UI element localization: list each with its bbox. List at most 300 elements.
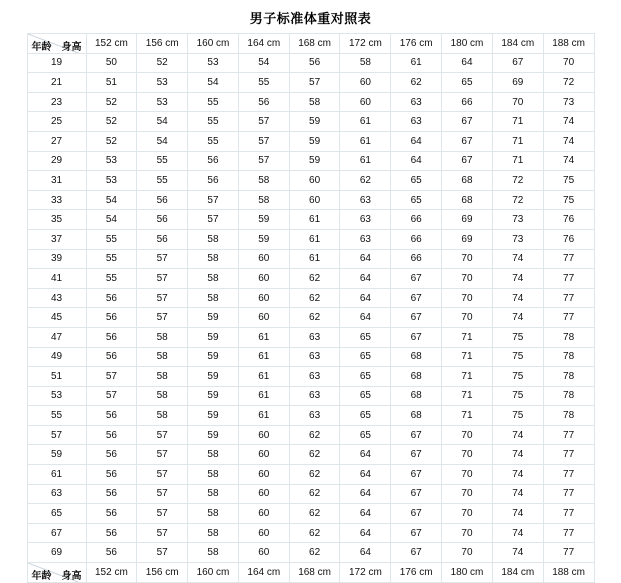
row-age-cell: 27 xyxy=(27,131,86,151)
weight-cell: 67 xyxy=(391,465,442,485)
weight-cell: 70 xyxy=(442,288,493,308)
weight-cell: 77 xyxy=(543,523,594,543)
weight-cell: 71 xyxy=(442,347,493,367)
weight-cell: 61 xyxy=(289,210,340,230)
weight-cell: 77 xyxy=(543,484,594,504)
weight-cell: 58 xyxy=(137,386,188,406)
weight-cell: 58 xyxy=(238,171,289,191)
weight-cell: 74 xyxy=(492,269,543,289)
row-age-cell: 51 xyxy=(27,367,86,387)
weight-cell: 64 xyxy=(340,288,391,308)
weight-cell: 65 xyxy=(340,367,391,387)
table-row xyxy=(27,151,594,171)
weight-cell: 58 xyxy=(188,523,239,543)
weight-cell: 56 xyxy=(238,92,289,112)
weight-cell: 74 xyxy=(492,288,543,308)
weight-cell: 61 xyxy=(289,229,340,249)
weight-cell: 68 xyxy=(391,367,442,387)
row-age-cell: 41 xyxy=(27,269,86,289)
table-row xyxy=(27,269,594,289)
weight-cell: 55 xyxy=(188,131,239,151)
weight-cell: 68 xyxy=(391,406,442,426)
row-age-cell: 29 xyxy=(27,151,86,171)
weight-cell: 78 xyxy=(543,347,594,367)
weight-cell: 62 xyxy=(289,308,340,328)
weight-cell: 54 xyxy=(188,73,239,93)
weight-cell: 58 xyxy=(188,504,239,524)
weight-cell: 67 xyxy=(442,131,493,151)
weight-cell: 54 xyxy=(137,131,188,151)
weight-cell: 59 xyxy=(188,386,239,406)
weight-cell: 71 xyxy=(442,406,493,426)
weight-cell: 57 xyxy=(86,386,137,406)
weight-cell: 66 xyxy=(442,92,493,112)
row-age-cell: 23 xyxy=(27,92,86,112)
weight-cell: 70 xyxy=(492,92,543,112)
weight-cell: 65 xyxy=(340,406,391,426)
weight-cell: 53 xyxy=(188,53,239,73)
weight-cell: 60 xyxy=(340,73,391,93)
weight-cell: 77 xyxy=(543,288,594,308)
weight-cell: 58 xyxy=(137,367,188,387)
weight-cell: 61 xyxy=(238,347,289,367)
weight-cell: 54 xyxy=(86,210,137,230)
column-header: 168 cm xyxy=(289,34,340,54)
weight-cell: 54 xyxy=(86,190,137,210)
weight-cell: 55 xyxy=(188,92,239,112)
weight-cell: 67 xyxy=(442,112,493,132)
weight-cell: 62 xyxy=(391,73,442,93)
weight-cell: 57 xyxy=(289,73,340,93)
weight-cell: 74 xyxy=(543,112,594,132)
weight-cell: 55 xyxy=(86,269,137,289)
corner-header-cell xyxy=(27,34,86,54)
weight-cell: 74 xyxy=(543,131,594,151)
column-header: 172 cm xyxy=(340,34,391,54)
weight-cell: 57 xyxy=(137,249,188,269)
table-row xyxy=(27,406,594,426)
weight-cell: 61 xyxy=(340,112,391,132)
page-title: 男子标准体重对照表 xyxy=(249,11,372,26)
column-footer: 160 cm xyxy=(188,563,239,583)
weight-cell: 71 xyxy=(442,367,493,387)
corner-height-label: 身高 xyxy=(61,42,82,53)
weight-cell: 56 xyxy=(86,504,137,524)
weight-cell: 57 xyxy=(137,425,188,445)
table-row xyxy=(27,504,594,524)
weight-cell: 67 xyxy=(442,151,493,171)
column-header: 164 cm xyxy=(238,34,289,54)
row-age-cell: 49 xyxy=(27,347,86,367)
weight-cell: 63 xyxy=(391,112,442,132)
row-age-cell: 65 xyxy=(27,504,86,524)
row-age-cell: 45 xyxy=(27,308,86,328)
weight-cell: 56 xyxy=(137,229,188,249)
table-row xyxy=(27,367,594,387)
weight-cell: 71 xyxy=(442,327,493,347)
column-footer: 188 cm xyxy=(543,563,594,583)
row-age-cell: 69 xyxy=(27,543,86,563)
weight-cell: 56 xyxy=(188,151,239,171)
weight-cell: 74 xyxy=(492,465,543,485)
column-header: 184 cm xyxy=(492,34,543,54)
weight-cell: 55 xyxy=(86,249,137,269)
row-age-cell: 53 xyxy=(27,386,86,406)
table-row xyxy=(27,484,594,504)
weight-cell: 74 xyxy=(492,445,543,465)
weight-cell: 59 xyxy=(238,229,289,249)
row-age-cell: 19 xyxy=(27,53,86,73)
weight-cell: 71 xyxy=(442,386,493,406)
weight-cell: 62 xyxy=(289,523,340,543)
corner-height-label: 身高 xyxy=(61,571,82,583)
column-footer: 152 cm xyxy=(86,563,137,583)
weight-cell: 78 xyxy=(543,386,594,406)
table-row xyxy=(27,249,594,269)
weight-cell: 51 xyxy=(86,73,137,93)
corner-age-label: 年龄 xyxy=(31,42,52,53)
table-row xyxy=(27,92,594,112)
weight-cell: 75 xyxy=(543,171,594,191)
table-row xyxy=(27,386,594,406)
weight-cell: 61 xyxy=(238,367,289,387)
weight-cell: 73 xyxy=(543,92,594,112)
weight-cell: 56 xyxy=(86,406,137,426)
weight-cell: 74 xyxy=(492,308,543,328)
weight-cell: 76 xyxy=(543,210,594,230)
weight-cell: 75 xyxy=(492,386,543,406)
weight-cell: 70 xyxy=(442,308,493,328)
table-row xyxy=(27,73,594,93)
weight-cell: 58 xyxy=(188,484,239,504)
row-age-cell: 25 xyxy=(27,112,86,132)
weight-cell: 66 xyxy=(391,210,442,230)
weight-cell: 65 xyxy=(340,386,391,406)
weight-cell: 55 xyxy=(86,229,137,249)
weight-cell: 71 xyxy=(492,151,543,171)
weight-cell: 65 xyxy=(340,425,391,445)
weight-cell: 58 xyxy=(188,445,239,465)
weight-cell: 78 xyxy=(543,327,594,347)
weight-cell: 56 xyxy=(86,523,137,543)
weight-cell: 57 xyxy=(137,543,188,563)
weight-cell: 57 xyxy=(238,112,289,132)
weight-cell: 57 xyxy=(137,465,188,485)
weight-cell: 62 xyxy=(289,543,340,563)
column-header: 160 cm xyxy=(188,34,239,54)
weight-cell: 75 xyxy=(492,327,543,347)
weight-cell: 60 xyxy=(289,171,340,191)
weight-cell: 61 xyxy=(289,249,340,269)
weight-cell: 55 xyxy=(188,112,239,132)
weight-cell: 68 xyxy=(442,190,493,210)
weight-cell: 58 xyxy=(137,406,188,426)
weight-cell: 70 xyxy=(442,445,493,465)
weight-cell: 56 xyxy=(86,484,137,504)
weight-cell: 67 xyxy=(391,308,442,328)
weight-cell: 57 xyxy=(137,269,188,289)
weight-cell: 67 xyxy=(391,425,442,445)
weight-cell: 64 xyxy=(340,504,391,524)
weight-cell: 67 xyxy=(391,484,442,504)
weight-cell: 59 xyxy=(289,151,340,171)
weight-cell: 61 xyxy=(238,406,289,426)
header-row-bottom xyxy=(27,563,594,583)
row-age-cell: 57 xyxy=(27,425,86,445)
weight-cell: 53 xyxy=(86,171,137,191)
weight-cell: 65 xyxy=(391,190,442,210)
weight-cell: 64 xyxy=(340,269,391,289)
weight-cell: 59 xyxy=(188,347,239,367)
weight-cell: 56 xyxy=(289,53,340,73)
weight-cell: 60 xyxy=(238,484,289,504)
column-footer: 168 cm xyxy=(289,563,340,583)
weight-cell: 70 xyxy=(442,425,493,445)
row-age-cell: 47 xyxy=(27,327,86,347)
corner-footer-cell xyxy=(27,563,86,583)
weight-cell: 72 xyxy=(543,73,594,93)
weight-cell: 60 xyxy=(238,425,289,445)
weight-cell: 58 xyxy=(137,347,188,367)
column-header: 156 cm xyxy=(137,34,188,54)
weight-cell: 64 xyxy=(340,543,391,563)
weight-cell: 67 xyxy=(391,504,442,524)
weight-cell: 64 xyxy=(340,465,391,485)
table-row xyxy=(27,347,594,367)
weight-cell: 64 xyxy=(391,131,442,151)
row-age-cell: 61 xyxy=(27,465,86,485)
table-body xyxy=(27,53,594,562)
weight-cell: 70 xyxy=(442,504,493,524)
weight-cell: 56 xyxy=(86,543,137,563)
weight-cell: 60 xyxy=(238,288,289,308)
weight-cell: 58 xyxy=(137,327,188,347)
weight-cell: 70 xyxy=(442,249,493,269)
weight-cell: 62 xyxy=(289,288,340,308)
weight-cell: 62 xyxy=(340,171,391,191)
weight-cell: 75 xyxy=(492,347,543,367)
weight-cell: 68 xyxy=(391,347,442,367)
weight-cell: 60 xyxy=(238,269,289,289)
table-row xyxy=(27,210,594,230)
weight-cell: 67 xyxy=(391,288,442,308)
weight-cell: 63 xyxy=(340,229,391,249)
weight-cell: 53 xyxy=(137,92,188,112)
weight-cell: 68 xyxy=(391,386,442,406)
weight-cell: 65 xyxy=(391,171,442,191)
weight-cell: 61 xyxy=(238,327,289,347)
weight-cell: 56 xyxy=(188,171,239,191)
weight-cell: 61 xyxy=(238,386,289,406)
column-footer: 164 cm xyxy=(238,563,289,583)
weight-cell: 58 xyxy=(238,190,289,210)
weight-cell: 78 xyxy=(543,406,594,426)
weight-cell: 60 xyxy=(238,308,289,328)
weight-cell: 60 xyxy=(238,523,289,543)
weight-cell: 61 xyxy=(340,131,391,151)
table-row xyxy=(27,288,594,308)
weight-cell: 77 xyxy=(543,543,594,563)
weight-cell: 69 xyxy=(442,210,493,230)
weight-cell: 56 xyxy=(86,445,137,465)
table-row xyxy=(27,445,594,465)
weight-cell: 52 xyxy=(137,53,188,73)
weight-cell: 62 xyxy=(289,269,340,289)
column-header: 188 cm xyxy=(543,34,594,54)
weight-cell: 56 xyxy=(86,425,137,445)
weight-cell: 66 xyxy=(391,249,442,269)
weight-cell: 64 xyxy=(391,151,442,171)
row-age-cell: 37 xyxy=(27,229,86,249)
weight-cell: 73 xyxy=(492,210,543,230)
weight-cell: 66 xyxy=(391,229,442,249)
weight-cell: 62 xyxy=(289,465,340,485)
weight-cell: 74 xyxy=(492,484,543,504)
header-row-top xyxy=(27,34,594,54)
weight-cell: 58 xyxy=(188,288,239,308)
weight-cell: 60 xyxy=(238,465,289,485)
weight-cell: 74 xyxy=(492,425,543,445)
row-age-cell: 33 xyxy=(27,190,86,210)
weight-cell: 63 xyxy=(289,406,340,426)
column-footer: 176 cm xyxy=(391,563,442,583)
weight-cell: 55 xyxy=(137,151,188,171)
weight-cell: 60 xyxy=(238,445,289,465)
weight-cell: 63 xyxy=(289,367,340,387)
weight-cell: 56 xyxy=(86,465,137,485)
weight-cell: 64 xyxy=(340,523,391,543)
weight-cell: 74 xyxy=(492,523,543,543)
weight-cell: 72 xyxy=(492,171,543,191)
table-header xyxy=(27,34,594,54)
weight-cell: 67 xyxy=(492,53,543,73)
weight-cell: 53 xyxy=(137,73,188,93)
row-age-cell: 43 xyxy=(27,288,86,308)
row-age-cell: 35 xyxy=(27,210,86,230)
row-age-cell: 59 xyxy=(27,445,86,465)
weight-cell: 69 xyxy=(442,229,493,249)
weight-cell: 77 xyxy=(543,445,594,465)
table-row xyxy=(27,190,594,210)
table-row xyxy=(27,229,594,249)
weight-cell: 77 xyxy=(543,465,594,485)
weight-cell: 53 xyxy=(86,151,137,171)
weight-cell: 70 xyxy=(442,484,493,504)
weight-cell: 56 xyxy=(86,308,137,328)
weight-cell: 57 xyxy=(188,210,239,230)
row-age-cell: 67 xyxy=(27,523,86,543)
table-row xyxy=(27,171,594,191)
weight-cell: 62 xyxy=(289,504,340,524)
table-footer xyxy=(27,563,594,583)
weight-cell: 67 xyxy=(391,543,442,563)
weight-cell: 67 xyxy=(391,269,442,289)
weight-cell: 69 xyxy=(492,73,543,93)
weight-cell: 74 xyxy=(543,151,594,171)
weight-cell: 58 xyxy=(188,543,239,563)
row-age-cell: 55 xyxy=(27,406,86,426)
weight-cell: 50 xyxy=(86,53,137,73)
weight-cell: 67 xyxy=(391,523,442,543)
row-age-cell: 63 xyxy=(27,484,86,504)
weight-cell: 58 xyxy=(289,92,340,112)
weight-cell: 57 xyxy=(137,445,188,465)
weight-cell: 63 xyxy=(289,347,340,367)
weight-cell: 56 xyxy=(137,210,188,230)
weight-cell: 64 xyxy=(340,249,391,269)
weight-cell: 74 xyxy=(492,543,543,563)
weight-cell: 75 xyxy=(492,367,543,387)
weight-cell: 54 xyxy=(238,53,289,73)
weight-cell: 62 xyxy=(289,484,340,504)
table-row xyxy=(27,327,594,347)
weight-cell: 73 xyxy=(492,229,543,249)
weight-cell: 56 xyxy=(86,327,137,347)
weight-cell: 77 xyxy=(543,425,594,445)
weight-cell: 62 xyxy=(289,445,340,465)
weight-cell: 54 xyxy=(137,112,188,132)
table-row xyxy=(27,543,594,563)
table-row xyxy=(27,112,594,132)
weight-cell: 68 xyxy=(442,171,493,191)
weight-cell: 57 xyxy=(238,151,289,171)
weight-cell: 57 xyxy=(188,190,239,210)
weight-cell: 71 xyxy=(492,112,543,132)
weight-table-wrapper xyxy=(27,33,595,583)
weight-cell: 64 xyxy=(442,53,493,73)
column-footer: 180 cm xyxy=(442,563,493,583)
weight-cell: 60 xyxy=(238,543,289,563)
weight-cell: 77 xyxy=(543,308,594,328)
weight-cell: 56 xyxy=(86,347,137,367)
weight-cell: 67 xyxy=(391,327,442,347)
weight-cell: 63 xyxy=(289,386,340,406)
weight-cell: 57 xyxy=(137,484,188,504)
weight-cell: 63 xyxy=(289,327,340,347)
weight-cell: 77 xyxy=(543,269,594,289)
column-header: 152 cm xyxy=(86,34,137,54)
weight-cell: 52 xyxy=(86,92,137,112)
weight-cell: 57 xyxy=(137,308,188,328)
weight-cell: 55 xyxy=(137,171,188,191)
weight-cell: 58 xyxy=(188,269,239,289)
weight-cell: 60 xyxy=(238,504,289,524)
weight-cell: 59 xyxy=(188,425,239,445)
weight-cell: 59 xyxy=(188,367,239,387)
weight-cell: 58 xyxy=(188,465,239,485)
weight-cell: 63 xyxy=(391,92,442,112)
weight-cell: 60 xyxy=(289,190,340,210)
table-row xyxy=(27,53,594,73)
weight-cell: 59 xyxy=(188,406,239,426)
weight-cell: 52 xyxy=(86,112,137,132)
weight-cell: 77 xyxy=(543,249,594,269)
weight-cell: 57 xyxy=(86,367,137,387)
weight-cell: 55 xyxy=(238,73,289,93)
weight-cell: 72 xyxy=(492,190,543,210)
weight-cell: 52 xyxy=(86,131,137,151)
weight-cell: 57 xyxy=(137,288,188,308)
weight-cell: 56 xyxy=(86,288,137,308)
weight-cell: 57 xyxy=(137,523,188,543)
table-row xyxy=(27,425,594,445)
weight-cell: 61 xyxy=(391,53,442,73)
weight-cell: 62 xyxy=(289,425,340,445)
table-row xyxy=(27,523,594,543)
table-row xyxy=(27,131,594,151)
weight-cell: 63 xyxy=(340,210,391,230)
weight-cell: 78 xyxy=(543,367,594,387)
